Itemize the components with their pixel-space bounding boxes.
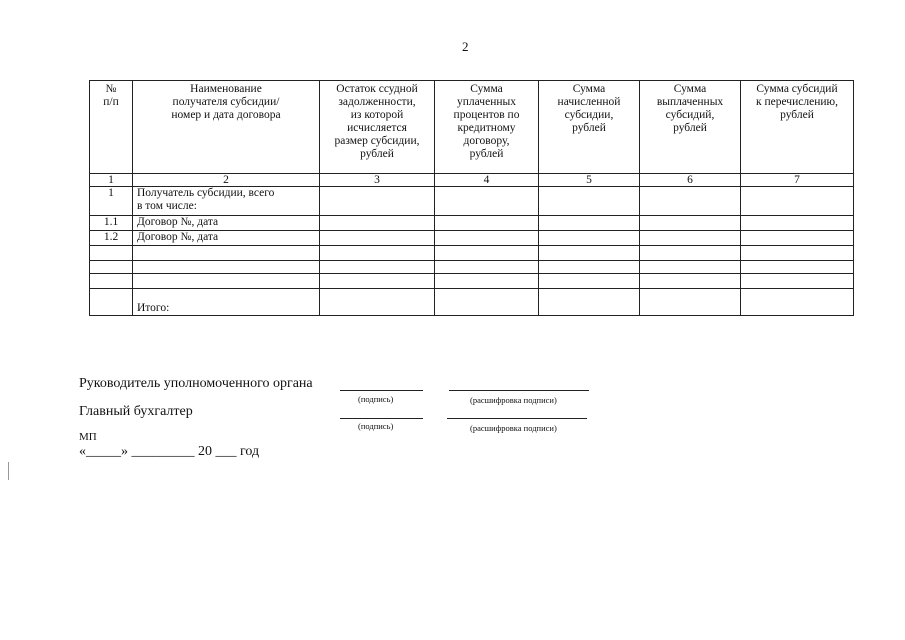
date-line: «_____» _________ 20 ___ год: [79, 444, 260, 459]
header-col-7: Сумма субсидий к перечислению, рублей: [741, 81, 854, 174]
header-col-2: Наименование получателя субсидии/ номер и дата договора: [133, 81, 320, 174]
row-number: 1.1: [90, 216, 133, 231]
table-header-row: [90, 81, 854, 174]
row-name: Получатель субсидии, всего в том числе:: [133, 187, 320, 216]
subsidy-table: [89, 80, 854, 316]
empty-cell: [320, 231, 435, 246]
blank-row: [90, 274, 854, 289]
row-number: 1.2: [90, 231, 133, 246]
column-number: 2: [133, 174, 320, 187]
empty-cell: [320, 187, 435, 216]
accountant-signature-line[interactable]: [340, 418, 423, 419]
head-decoding-caption: (расшифровка подписи): [470, 395, 557, 405]
table-row: [90, 187, 854, 216]
empty-cell: [539, 216, 640, 231]
column-number-row: [90, 174, 854, 187]
accountant-signature-caption: (подпись): [358, 421, 394, 431]
row-name: Договор №, дата: [133, 216, 320, 231]
accountant-decoding-caption: (расшифровка подписи): [470, 423, 557, 433]
total-label: Итого:: [133, 289, 320, 316]
head-decoding-line[interactable]: [449, 390, 589, 391]
empty-cell: [539, 187, 640, 216]
column-number: 4: [435, 174, 539, 187]
column-number: 6: [640, 174, 741, 187]
empty-cell: [640, 187, 741, 216]
table-row: [90, 216, 854, 231]
empty-cell: [435, 187, 539, 216]
stamp-label: МП: [79, 431, 97, 443]
header-col-1: № п/п: [90, 81, 133, 174]
empty-cell: [741, 231, 854, 246]
empty-cell: [741, 289, 854, 316]
blank-row: [90, 261, 854, 274]
empty-cell: [640, 231, 741, 246]
total-row: [90, 289, 854, 316]
column-number: 5: [539, 174, 640, 187]
column-number: 7: [741, 174, 854, 187]
empty-cell: [741, 216, 854, 231]
empty-cell: [320, 289, 435, 316]
empty-cell: [640, 216, 741, 231]
head-signature-caption: (подпись): [358, 394, 394, 404]
empty-cell: [539, 231, 640, 246]
blank-row: [90, 246, 854, 261]
head-signature-line[interactable]: [340, 390, 423, 391]
page-number: 2: [462, 39, 469, 54]
accountant-decoding-line[interactable]: [447, 418, 587, 419]
head-of-authority-label: Руководитель уполномоченного органа: [79, 376, 313, 391]
column-number: 3: [320, 174, 435, 187]
empty-cell: [90, 289, 133, 316]
empty-cell: [435, 216, 539, 231]
table-row: [90, 231, 854, 246]
empty-cell: [741, 187, 854, 216]
empty-cell: [640, 289, 741, 316]
row-name: Договор №, дата: [133, 231, 320, 246]
header-col-4: Сумма уплаченных процентов по кредитному договору, рублей: [435, 81, 539, 174]
empty-cell: [435, 289, 539, 316]
empty-cell: [539, 289, 640, 316]
chief-accountant-label: Главный бухгалтер: [79, 404, 193, 419]
empty-cell: [435, 231, 539, 246]
row-number: 1: [90, 187, 133, 216]
column-number: 1: [90, 174, 133, 187]
scan-edge-mark: [8, 462, 9, 480]
header-col-6: Сумма выплаченных субсидий, рублей: [640, 81, 741, 174]
header-col-3: Остаток ссудной задолженности, из которой исчисляется размер субсидии, рублей: [320, 81, 435, 174]
empty-cell: [320, 216, 435, 231]
header-col-5: Сумма начисленной субсидии, рублей: [539, 81, 640, 174]
